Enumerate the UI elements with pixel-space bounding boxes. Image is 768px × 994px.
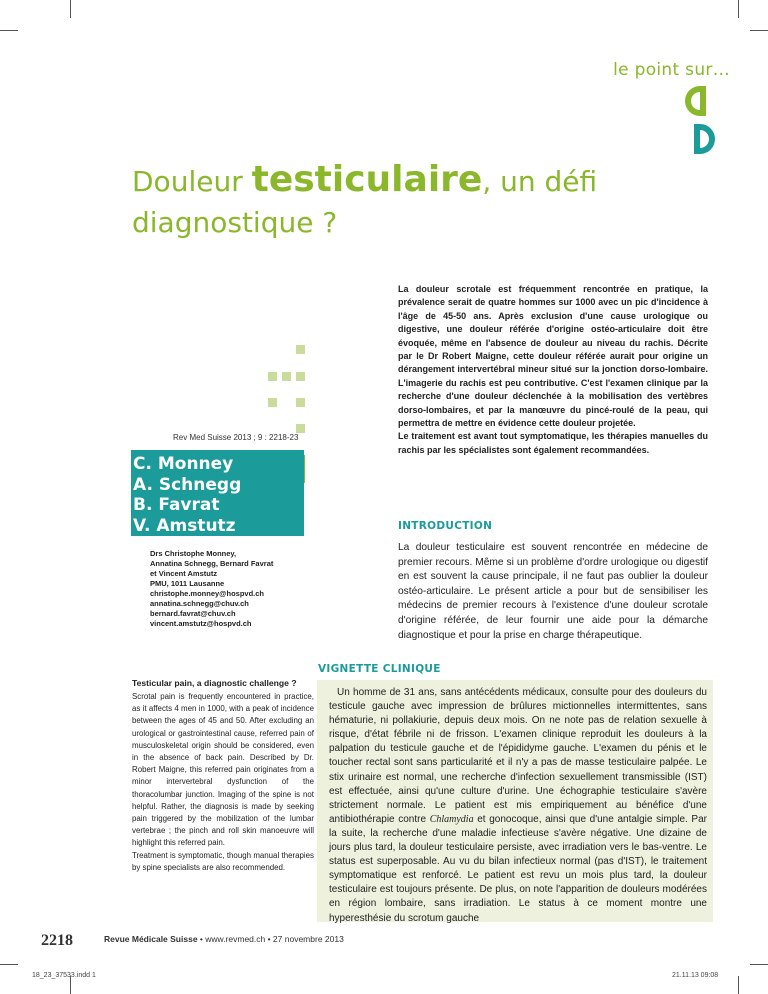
author-name: C. Monney [133,454,234,474]
decorative-square [296,345,305,354]
italic-term: Chlamydia [429,813,474,825]
decorative-square [296,372,305,381]
crop-mark [70,0,71,18]
title-part-1: Douleur [132,165,252,198]
decorative-square [296,424,305,433]
title-line-2: diagnostique ? [132,206,338,239]
english-paragraph: Scrotal pain is frequently encountered in practice, as it affects 4 men in 1000, with a peak of incidence between the ages of 45 and 50. After excluding an urological or gastrointestinal cause, referred pain of musculoskeletal origin should be considered, even in the absence of back pain. Described by Dr. Robert Maigne, this referred pain originates from a minor intervertebral dysfunction of the thoracolumbar junction. Imaging of the spine is not helpful. Rather, the diagnosis is made by seeking pain triggered by the mobilization of the lumbar vertebrae ; the pinch and roll skin manoeuvre will highlight this referred pain. [132,692,314,848]
affiliation-line: Annatina Schnegg, Bernard Favrat [150,559,274,568]
decorative-square [268,398,277,407]
crop-mark [750,30,768,31]
email-link[interactable]: annatina.schnegg@chuv.ch [150,599,249,608]
english-title: Testicular pain, a diagnostic challenge ? [132,678,297,688]
abstract-paragraph: La douleur scrotale est fréquemment rencontrée en pratique, la prévalence serait de quatre hommes sur 1000 avec un pic d'incidence à l'âge de 45-50 ans. Après exclusion d'une cause urologique ou digestive, une douleur référée d'origine ostéo-articulaire doit être évoquée, même en l'absence de douleur au niveau du rachis. Décrite par le Dr Robert Maigne, cette douleur référée aurait pour origine un dérangement intervertébral mineur situé sur la jonction dorso-lombaire. L'imagerie du rachis est peu contributive. C'est l'examen clinique par la recherche d'une douleur déclenchée à la mobilisation des vertèbres dorso-lombaires, et par la manœuvre du pincé-roulé de la peau, qui permettra de mettre en évidence cette douleur projetée. [398,284,708,429]
email-link[interactable]: vincent.amstutz@hospvd.ch [150,619,252,628]
vignette-box [317,680,713,922]
decorative-square [296,398,305,407]
decorative-square [282,372,291,381]
affiliation-line: PMU, 1011 Lausanne [150,579,225,588]
author-name: A. Schnegg [133,474,242,495]
intro-text: La douleur testiculaire est souvent rencontrée en médecine de premier recours. Même si un problème d'ordre urologique ou digestif en est souvent la cause principale, il ne faut pas oublier la douleur ostéo-articulaire. Le présent article a pour but de sensibiliser les médecins de premier recours à l'existence d'une douleur scrotale d'origine référée, de leur fournir une aide pour la démarche diagnostique et pour la prise en charge thérapeutique. [398,542,708,641]
page-number: 2218 [41,932,73,949]
file-slug: 18_23_37533.indd 1 [32,972,96,979]
crop-mark [0,964,18,965]
footer [104,934,344,944]
crop-mark [738,976,739,994]
english-abstract [132,691,314,874]
title-part-3: , un défi [482,165,598,198]
logo-icon [670,80,730,160]
article-title [132,159,692,239]
intro-heading: INTRODUCTION [398,520,493,532]
crop-mark [738,0,739,18]
title-part-2: testiculaire [251,159,483,200]
journal-name: Revue Médicale Suisse [104,934,198,944]
footer-info: • www.revmed.ch • 27 novembre 2013 [197,934,344,944]
vignette-text: Un homme de 31 ans, sans antécédents médicaux, consulte pour des douleurs du testicule gauche avec impression de brûlures mictionnelles intermittentes, sans hématurie, ni pollakiurie, depuis deux mois. On ne note pas de relation sexuelle à risque, d'état fébrile ni de frisson. L'examen clinique reproduit les douleurs à la palpation du testicule gauche et de l'épididyme gauche. L'examen du pénis et le toucher rectal sont sans particularité et il n'y a pas de masse testiculaire palpée. Le stix urinaire est normal, une recherche d'infection sexuellement transmissible (IST) est effectuée, ainsi qu'une culture d'urine. Une échographie testiculaire s'avère strictement normale. Le patient est mis empiriquement au bénéfice d'une antibiothérapie contre Chlamydia et gonocoque, ainsi que d'une antalgie simple. Par la suite, la recherche d'une maladie infectieuse s'avère négative. Une dizaine de jours plus tard, la douleur testiculaire persiste, avec irradiation vers le bas-ventre. Le status est superposable. Au vu du bilan infectieux normal (pas d'IST), le traitement symptomatique est renforcé. Le patient est revu un mois plus tard, la douleur testiculaire est toujours présente. De plus, on note l'apparition de douleurs modérées en région lombaire, sans irradiation. Le status à ce moment montre une hyperesthésie du scrotum gauche [329,687,707,924]
authors-box [131,450,304,536]
crop-mark [0,30,18,31]
vignette-heading: VIGNETTE CLINIQUE [318,663,441,675]
crop-mark [750,964,768,965]
section-label: le point sur… [613,60,730,80]
affiliation-line: et Vincent Amstutz [150,569,218,578]
email-link[interactable]: christophe.monney@hospvd.ch [150,589,264,598]
decorative-square [268,372,277,381]
affiliation [150,549,320,629]
affiliation-line: Drs Christophe Monney, [150,549,237,558]
abstract-paragraph: Le traitement est avant tout symptomatique, les thérapies manuelles du rachis par les spécialistes sont également recommandées. [398,431,708,455]
date-slug: 21.11.13 09:08 [672,972,719,979]
english-paragraph: Treatment is symptomatic, though manual therapies by spine specialists are also recommended. [132,850,314,872]
author-name: V. Amstutz [133,515,236,536]
email-link[interactable]: bernard.favrat@chuv.ch [150,609,236,618]
author-name: B. Favrat [133,495,220,515]
abstract-french [398,283,708,457]
citation: Rev Med Suisse 2013 ; 9 : 2218-23 [173,433,299,442]
